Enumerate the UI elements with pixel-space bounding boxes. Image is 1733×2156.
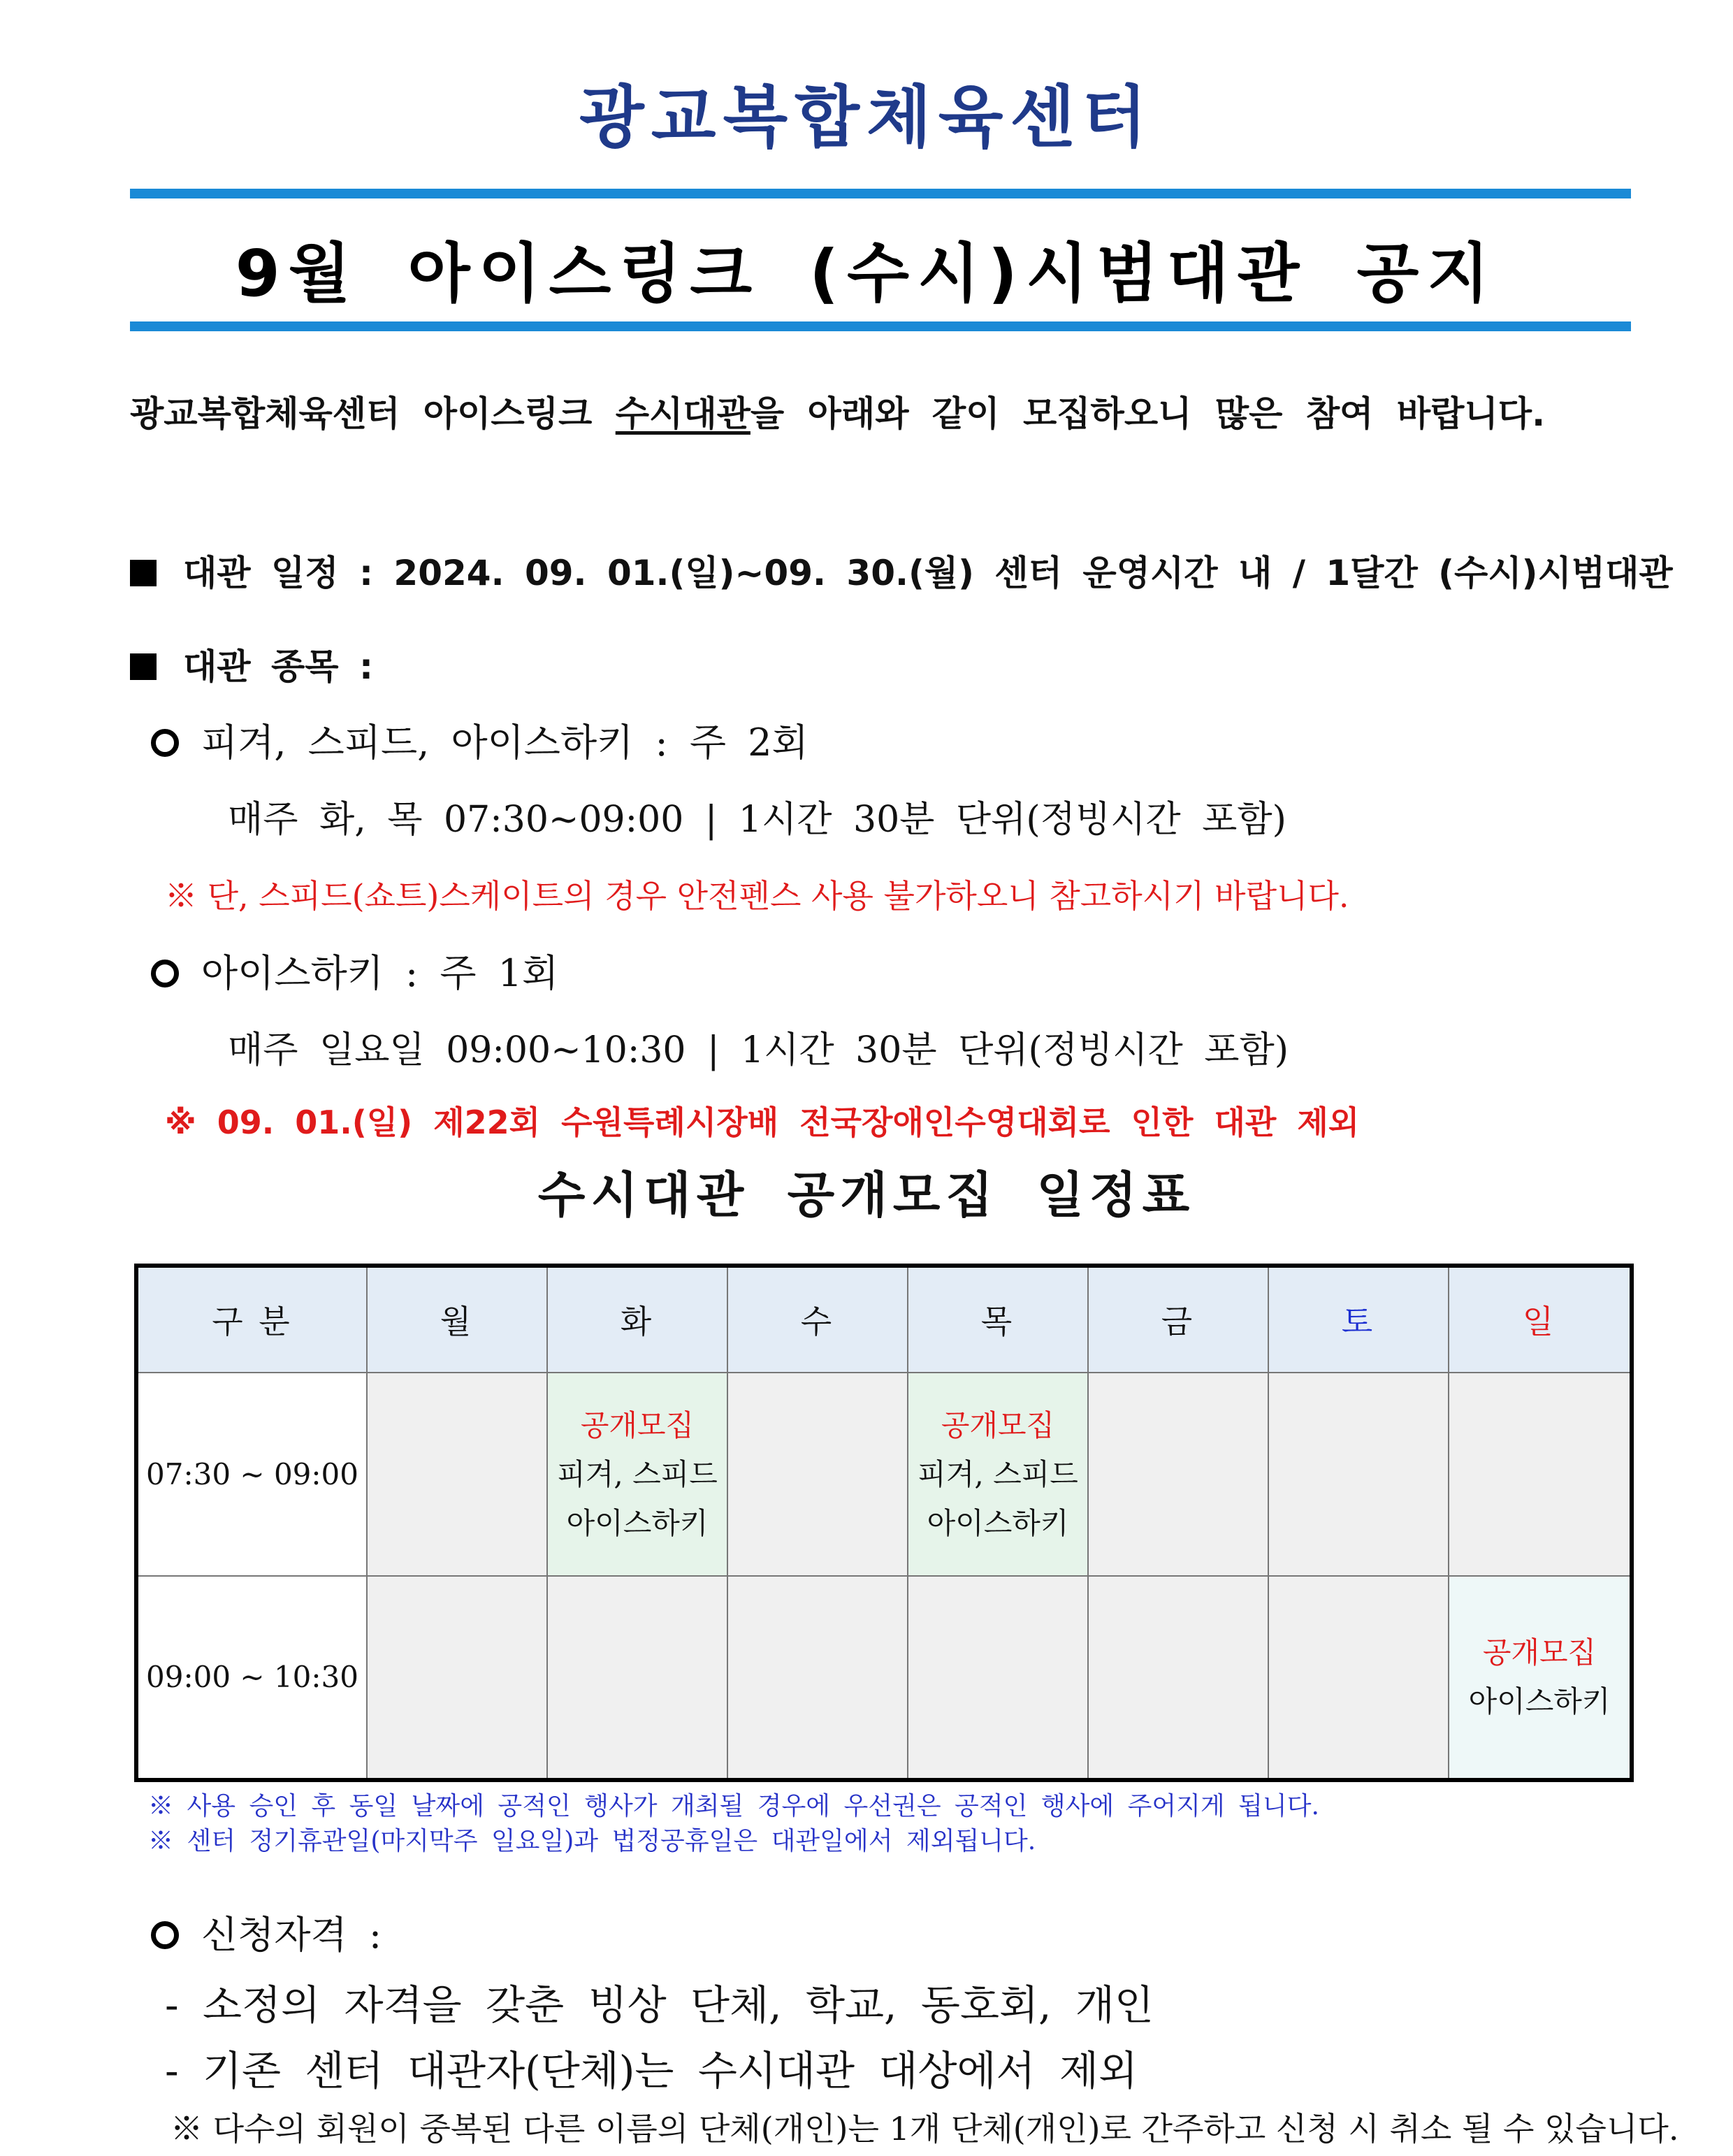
eligibility-label: 신청자격 : xyxy=(201,1913,382,1957)
schedule-table xyxy=(134,1264,1634,1782)
top-divider xyxy=(130,189,1631,198)
schedule-table-title: 수시대관 공개모집 일정표 xyxy=(537,1166,1196,1224)
empty-cell xyxy=(367,1576,547,1780)
header-category: 구 분 xyxy=(136,1266,367,1373)
header-mon: 월 xyxy=(367,1266,547,1373)
cell-sport-line: 아이스하키 xyxy=(566,1505,709,1540)
table-note-priority: ※ 사용 승인 후 동일 날짜에 공적인 행사가 개최될 경우에 우선권은 공적인 행사에 주어지게 됩니다. xyxy=(148,1792,1319,1821)
circle-bullet-icon xyxy=(151,960,179,987)
table-row xyxy=(136,1576,1632,1780)
cell-sport-line: 아이스하키 xyxy=(927,1505,1069,1540)
open-recruit-cell xyxy=(908,1373,1088,1577)
table-header-row xyxy=(136,1266,1632,1373)
table-note-closure: ※ 센터 정기휴관일(마지막주 일요일)과 법정공휴일은 대관일에서 제외됩니다. xyxy=(148,1827,1036,1855)
speed-skate-note: ※ 단, 스피드(쇼트)스케이트의 경우 안전펜스 사용 불가하오니 참고하시기 바랍니다. xyxy=(165,877,1349,915)
eligibility-title xyxy=(151,1905,382,1959)
cell-sport-line: 피겨, 스피드 xyxy=(918,1456,1078,1491)
square-bullet-icon xyxy=(130,560,157,586)
empty-cell xyxy=(1088,1576,1268,1780)
cell-sport-line: 피겨, 스피드 xyxy=(557,1456,718,1491)
intro-text xyxy=(130,386,1545,436)
empty-cell xyxy=(908,1576,1088,1780)
empty-cell xyxy=(727,1373,908,1577)
figure-speed-hockey-title xyxy=(151,713,809,767)
rental-items-line xyxy=(130,639,373,689)
figure-speed-hockey-detail: 매주 화, 목 07:30~09:00 | 1시간 30분 단위(정빙시간 포함) xyxy=(228,799,1286,841)
empty-cell xyxy=(367,1373,547,1577)
cell-sport-line: 아이스하키 xyxy=(1468,1684,1611,1719)
header-wed: 수 xyxy=(727,1266,908,1373)
circle-bullet-icon xyxy=(151,1921,179,1949)
empty-cell xyxy=(547,1576,727,1780)
header-sun: 일 xyxy=(1449,1266,1632,1373)
header-thu: 목 xyxy=(908,1266,1088,1373)
org-title: 광교복합체육센터 xyxy=(579,78,1154,157)
intro-after: 을 아래와 같이 모집하오니 많은 참여 바랍니다. xyxy=(750,393,1546,434)
hockey-detail: 매주 일요일 09:00~10:30 | 1시간 30분 단위(정빙시간 포함) xyxy=(228,1029,1289,1071)
intro-before: 광교복합체육센터 아이스링크 xyxy=(130,393,616,434)
header-fri: 금 xyxy=(1088,1266,1268,1373)
bottom-divider xyxy=(130,321,1631,331)
rental-items-label: 대관 종목 : xyxy=(183,646,374,687)
header-sat: 토 xyxy=(1268,1266,1449,1373)
notice-title: 9월 아이스링크 (수시)시범대관 공지 xyxy=(235,236,1498,311)
empty-cell xyxy=(1088,1373,1268,1577)
hockey-title xyxy=(151,943,558,997)
duplicate-member-note: ※ 다수의 회원이 중복된 다른 이름의 단체(개인)는 1개 단체(개인)로 간주하고 신청 시 취소 될 수 있습니다. xyxy=(171,2110,1679,2148)
intro-underlined: 수시대관 xyxy=(615,393,751,434)
empty-cell xyxy=(727,1576,908,1780)
open-recruit-label: 공개모집 xyxy=(941,1408,1055,1442)
header-tue: 화 xyxy=(547,1266,727,1373)
open-recruit-cell xyxy=(547,1373,727,1577)
empty-cell xyxy=(1268,1373,1449,1577)
time-slot-cell: 09:00 ~ 10:30 xyxy=(136,1576,367,1780)
rental-schedule-label: 대관 일정 : 2024. 09. 01.(일)~09. 30.(월) 센터 운영시간 내 / 1달간 (수시)시범대관 xyxy=(183,553,1673,593)
empty-cell xyxy=(1268,1576,1449,1780)
empty-cell xyxy=(1449,1373,1632,1577)
open-recruit-label: 공개모집 xyxy=(1482,1635,1597,1670)
table-row xyxy=(136,1373,1632,1577)
hockey-title-text: 아이스하키 : 주 1회 xyxy=(201,951,559,995)
square-bullet-icon xyxy=(130,653,157,680)
eligibility-item: - 소정의 자격을 갖춘 빙상 단체, 학교, 동호회, 개인 xyxy=(165,1981,1154,2029)
time-slot-cell: 07:30 ~ 09:00 xyxy=(136,1373,367,1577)
circle-bullet-icon xyxy=(151,729,179,757)
rental-schedule-line xyxy=(130,545,1673,595)
excluded-date-note: ※ 09. 01.(일) 제22회 수원특례시장배 전국장애인수영대회로 인한 대관 제외 xyxy=(165,1104,1360,1141)
open-recruit-cell xyxy=(1449,1576,1632,1780)
figure-speed-hockey-title-text: 피겨, 스피드, 아이스하키 : 주 2회 xyxy=(201,721,809,765)
eligibility-item: - 기존 센터 대관자(단체)는 수시대관 대상에서 제외 xyxy=(165,2047,1138,2094)
open-recruit-label: 공개모집 xyxy=(580,1408,695,1442)
